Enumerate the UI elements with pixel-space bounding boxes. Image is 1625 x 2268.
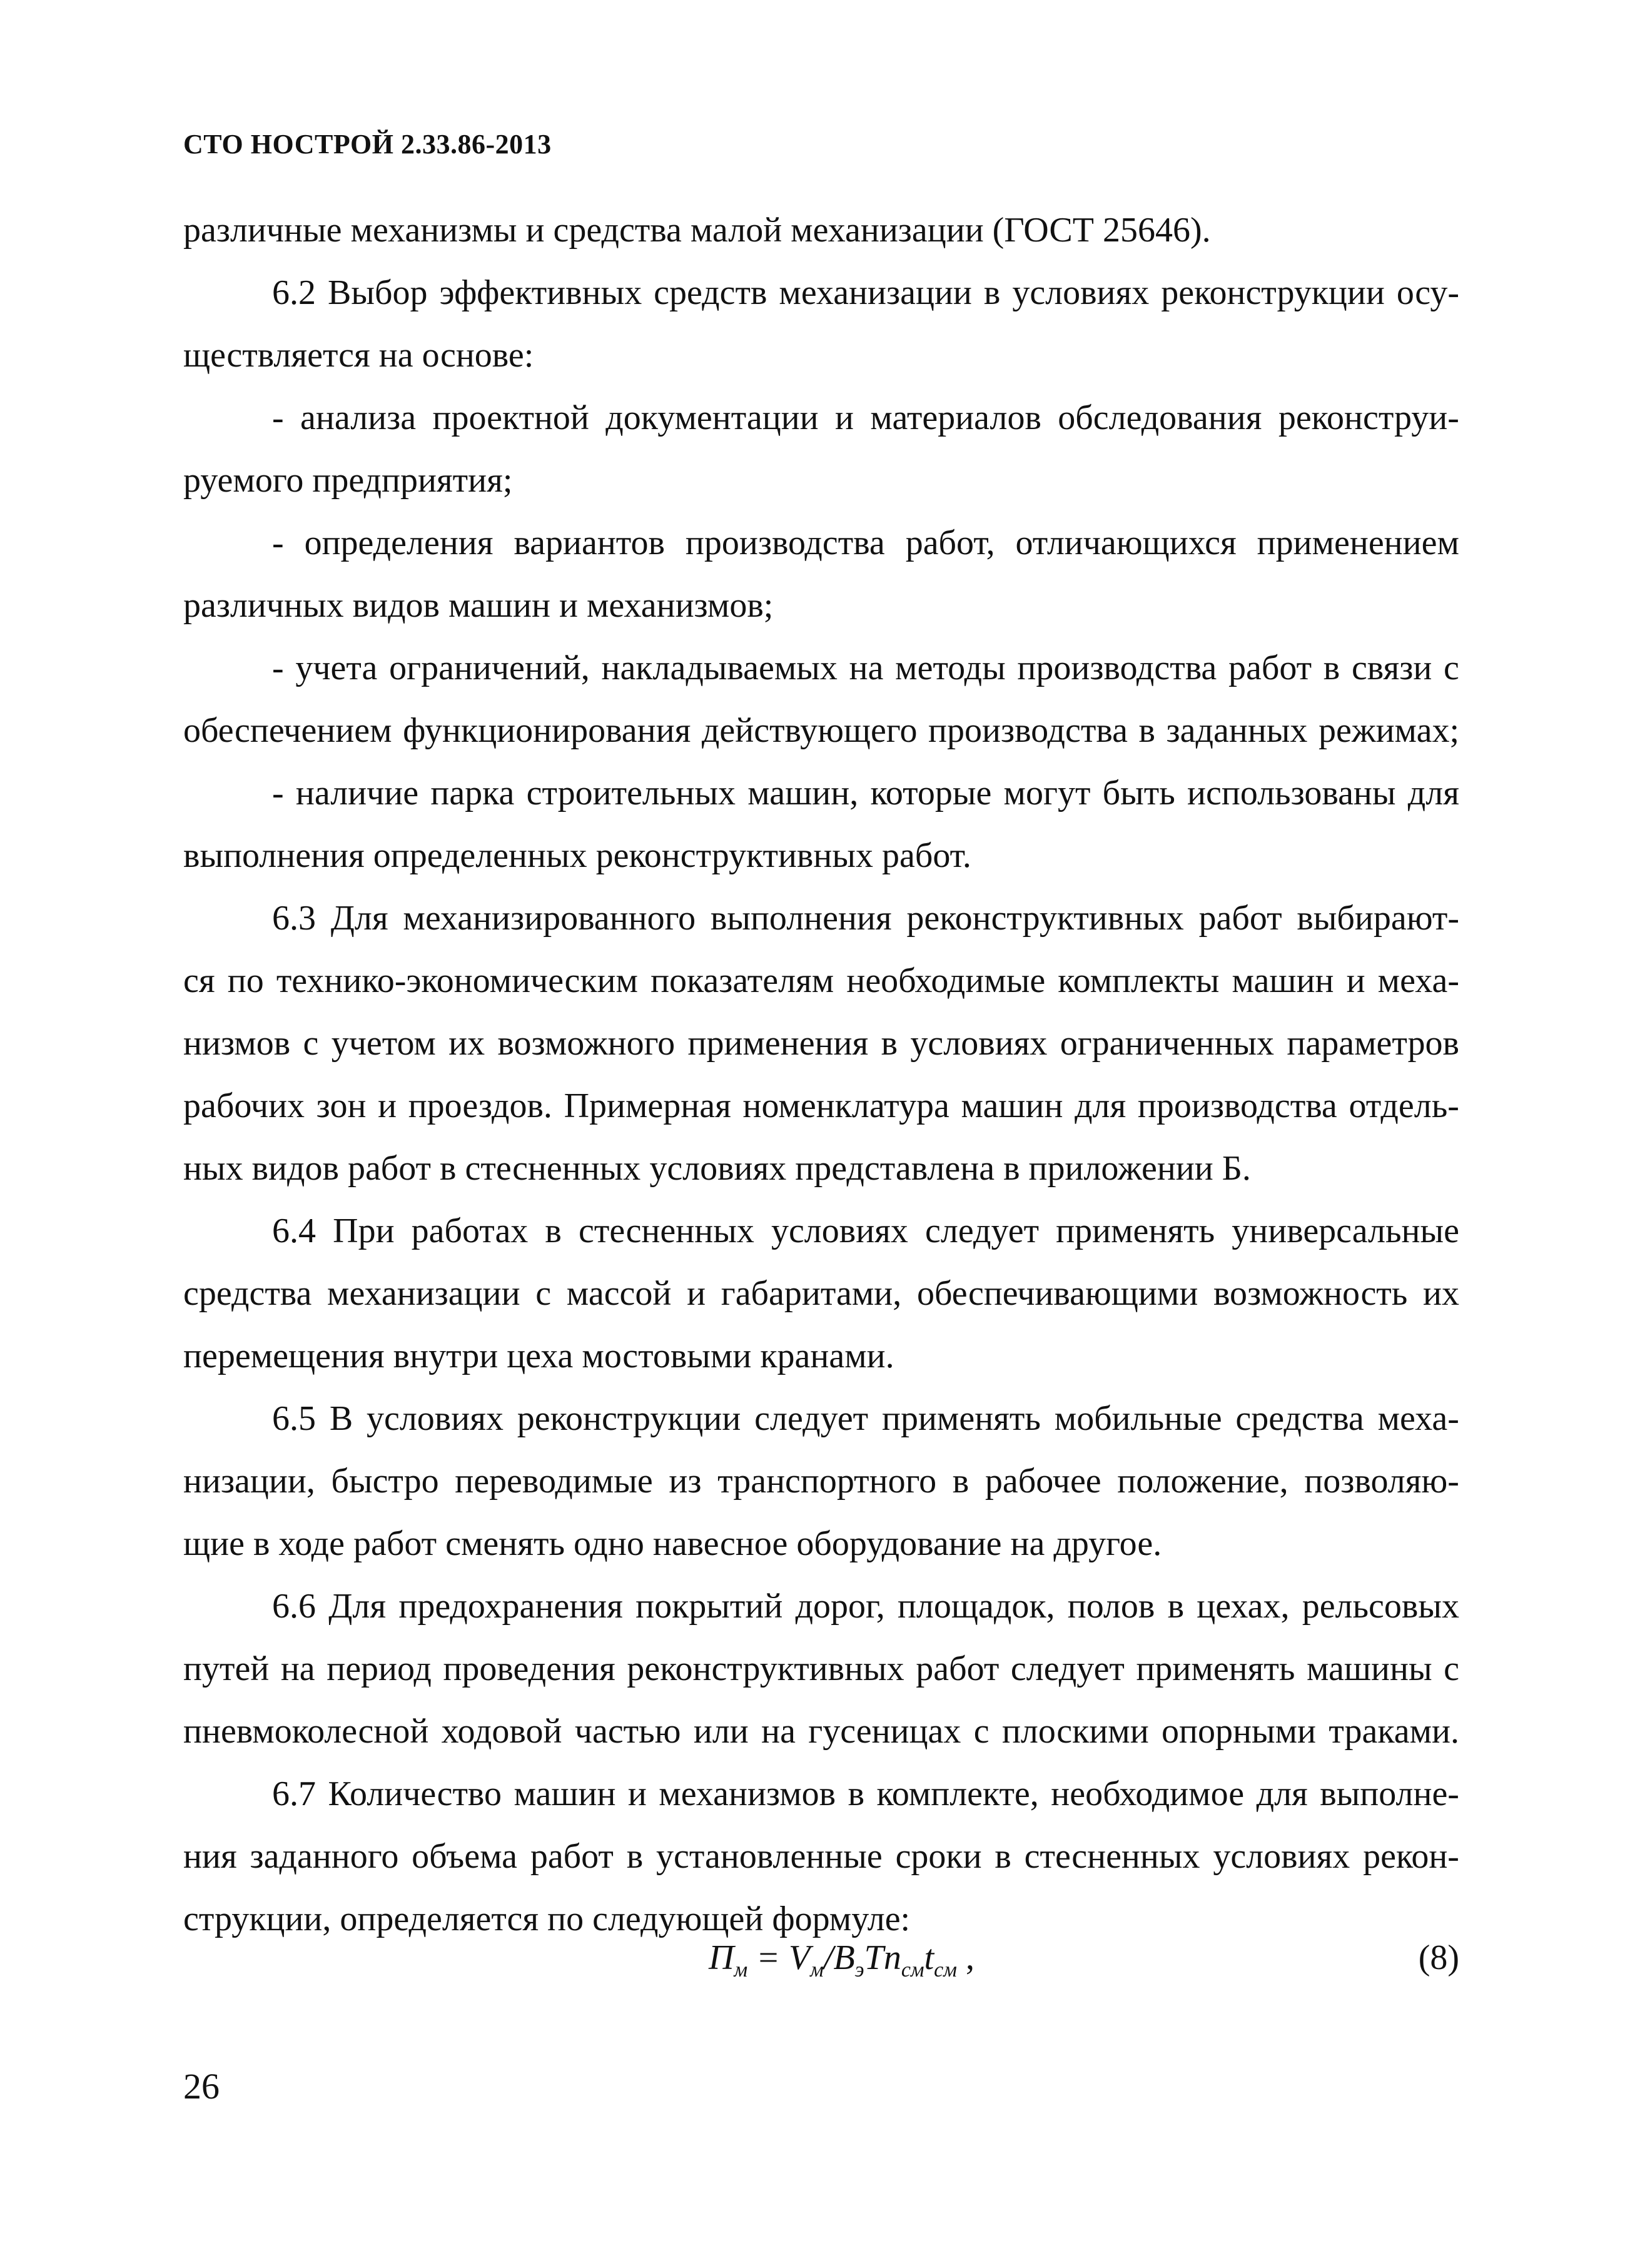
text-word: ния <box>183 1837 237 1876</box>
text-word: средств <box>654 273 767 312</box>
text-word: зон <box>316 1086 367 1125</box>
text-word: отличающихся <box>1015 524 1237 562</box>
formula-8 <box>183 1938 1459 2000</box>
text-word: Б. <box>1222 1149 1251 1188</box>
text-word: заданных <box>1166 711 1308 750</box>
text-word: с <box>973 1712 990 1751</box>
text-word: связи <box>1351 649 1432 687</box>
text-word: необходимое <box>1051 1774 1245 1813</box>
text-word: покрытий <box>635 1587 783 1626</box>
text-word: универсальные <box>1232 1212 1459 1250</box>
text-word: различные <box>183 211 342 250</box>
text-word: и <box>835 398 854 437</box>
text-word: низации, <box>183 1462 315 1501</box>
text-word: и <box>627 1774 647 1813</box>
text-word: определения <box>304 524 494 562</box>
text-line <box>183 324 1459 387</box>
text-word: на <box>849 649 884 687</box>
text-word: на <box>1010 1524 1045 1563</box>
text-word: внутри <box>393 1337 499 1375</box>
text-word: наличие <box>295 774 419 813</box>
text-word: выбирают- <box>1297 899 1459 938</box>
text-word: ходе <box>278 1524 345 1563</box>
text-word: эффективных <box>439 273 642 312</box>
text-word: в <box>1167 1587 1185 1626</box>
text-line <box>183 261 1459 324</box>
text-word: одно <box>574 1524 644 1563</box>
text-word: цеха <box>507 1337 574 1375</box>
text-word: производства <box>1137 1086 1337 1125</box>
text-line <box>183 1325 1459 1387</box>
text-line <box>183 449 1459 512</box>
text-word: приложении <box>1028 1149 1213 1188</box>
text-line <box>183 1387 1459 1450</box>
text-word: с <box>1444 1649 1459 1688</box>
text-word: переводимые <box>455 1462 653 1501</box>
text-word: функционирования <box>403 711 691 750</box>
text-word: применять <box>1056 1212 1215 1250</box>
text-word: 6.6 <box>272 1587 316 1626</box>
text-line <box>183 1700 1459 1763</box>
text-word: предприятия; <box>312 461 513 500</box>
text-word: условиях <box>910 1024 1048 1063</box>
text-word: возможность <box>1213 1274 1408 1313</box>
text-word: в <box>995 1837 1011 1876</box>
text-word: условиях <box>1213 1837 1350 1876</box>
text-word: выполнения <box>183 836 365 875</box>
text-word: параметров <box>1287 1024 1459 1063</box>
text-word: В <box>329 1399 353 1438</box>
text-word: показателям <box>651 961 834 1000</box>
text-word: учета <box>295 649 378 687</box>
text-word: для <box>1256 1774 1308 1813</box>
text-word: с <box>535 1274 552 1313</box>
text-word: и <box>525 211 545 250</box>
text-word: 6.5 <box>272 1399 316 1438</box>
text-word: обеспечением <box>183 711 392 750</box>
text-word: меха- <box>1377 1399 1459 1438</box>
text-word: реконструктивных <box>906 899 1184 938</box>
text-word: на <box>761 1712 796 1751</box>
text-word: период <box>327 1649 432 1688</box>
text-word: частью <box>574 1712 681 1751</box>
text-word: возможного <box>497 1024 676 1063</box>
text-word: сменять <box>445 1524 565 1563</box>
text-word: плоскими <box>1001 1712 1149 1751</box>
text-word: определяется <box>340 1900 539 1938</box>
text-line <box>183 887 1459 949</box>
text-word: условиях <box>366 1399 504 1438</box>
formula-expression: $П_м = V_м/B_эTn_{см}t_{см}$ , <box>709 1938 974 1982</box>
text-word: условиях <box>771 1212 908 1250</box>
text-word: мобильные <box>1054 1399 1222 1438</box>
text-word: документации <box>605 398 819 437</box>
text-word: дорог, <box>795 1587 885 1626</box>
text-word: применять <box>1136 1649 1295 1688</box>
text-word: режимах; <box>1319 711 1459 750</box>
text-line <box>183 1638 1459 1700</box>
text-word: формуле: <box>772 1900 911 1938</box>
text-word: учетом <box>331 1024 436 1063</box>
text-word: следующей <box>592 1900 764 1938</box>
text-word: оборудование <box>796 1524 1002 1563</box>
text-line <box>183 699 1459 762</box>
formula-number: (8) <box>1418 1938 1459 1977</box>
text-word: применением <box>1257 524 1459 562</box>
text-word: реконструктивных <box>595 836 873 875</box>
text-word: объема <box>412 1837 517 1876</box>
text-word: проектной <box>432 398 589 437</box>
text-word: накладываемых <box>601 649 838 687</box>
text-word: реконструи- <box>1278 398 1459 437</box>
document-header: СТО НОСТРОЙ 2.33.86-2013 <box>183 129 552 159</box>
text-word: машин <box>1232 961 1334 1000</box>
text-word: необходимые <box>846 961 1046 1000</box>
text-word: мостовыми <box>582 1337 752 1375</box>
text-word: рабочих <box>183 1086 305 1125</box>
text-word: которые <box>870 774 992 813</box>
text-word: ограничений, <box>389 649 590 687</box>
text-word: в <box>440 1149 457 1188</box>
text-word: методы <box>895 649 1006 687</box>
text-word: - <box>272 398 284 437</box>
text-word: в <box>1323 649 1340 687</box>
text-word: машин <box>514 1774 616 1813</box>
text-word: в <box>952 1462 969 1501</box>
text-word: производства <box>685 524 885 562</box>
text-word: машин <box>961 1086 1063 1125</box>
text-word: машин, <box>747 774 859 813</box>
body-text <box>183 199 1459 1950</box>
text-word: механизации <box>791 211 984 250</box>
text-line <box>183 637 1459 699</box>
text-word: по <box>547 1900 584 1938</box>
text-word: быстро <box>331 1462 439 1501</box>
text-word: - <box>272 524 284 562</box>
text-word: 6.7 <box>272 1774 316 1813</box>
text-line <box>183 387 1459 449</box>
text-word: из <box>669 1462 702 1501</box>
text-word: и <box>1346 961 1365 1000</box>
text-line <box>183 1200 1459 1262</box>
text-word: в <box>848 1774 865 1813</box>
text-word: номенклатура <box>742 1086 949 1125</box>
text-word: проездов. <box>408 1086 552 1125</box>
text-line <box>183 1137 1459 1200</box>
text-word: комплекты <box>1058 961 1220 1000</box>
text-word: ограниченных <box>1060 1024 1275 1063</box>
text-word: условиях <box>1012 273 1150 312</box>
text-word: сроки <box>895 1837 982 1876</box>
text-word: рельсовых <box>1302 1587 1459 1626</box>
text-word: работ <box>530 1837 614 1876</box>
text-word: транспортного <box>717 1462 937 1501</box>
text-word: 6.3 <box>272 899 316 938</box>
text-line <box>183 199 1459 261</box>
text-word: 6.2 <box>272 273 316 312</box>
text-word: цехах, <box>1197 1587 1290 1626</box>
text-word: следует <box>1010 1649 1125 1688</box>
text-word: полов <box>1067 1587 1155 1626</box>
text-word: Количество <box>328 1774 502 1813</box>
text-word: могут <box>1003 774 1091 813</box>
text-word: выполне- <box>1320 1774 1459 1813</box>
text-word: меха- <box>1377 961 1459 1000</box>
text-word: средства <box>183 1274 312 1313</box>
text-line <box>183 1763 1459 1825</box>
text-word: Для <box>328 1587 387 1626</box>
text-word: обследования <box>1058 398 1262 437</box>
text-word: стесненных <box>579 1212 754 1250</box>
text-word: осу- <box>1396 273 1459 312</box>
text-word: габаритами, <box>721 1274 902 1313</box>
text-word: работ. <box>881 836 971 875</box>
text-word: ных <box>183 1149 243 1188</box>
text-word: действующего <box>701 711 918 750</box>
text-line <box>183 949 1459 1012</box>
text-word: (ГОСТ <box>992 211 1094 250</box>
text-word: в <box>1003 1149 1020 1188</box>
text-word: их <box>448 1024 485 1063</box>
text-word: ходовой <box>441 1712 562 1751</box>
text-word: для <box>1407 774 1459 813</box>
text-word: и <box>559 586 578 625</box>
text-word: обеспечивающими <box>916 1274 1198 1313</box>
text-word: путей <box>183 1649 270 1688</box>
text-word: механизированного <box>403 899 696 938</box>
text-word: представлена <box>795 1149 995 1188</box>
text-word: реконструктивных <box>627 1649 904 1688</box>
text-line <box>183 1075 1459 1137</box>
text-word: навесное <box>652 1524 788 1563</box>
text-word: руемого <box>183 461 304 500</box>
text-word: машины <box>1306 1649 1432 1688</box>
text-word: определенных <box>373 836 587 875</box>
text-word: основе: <box>422 336 534 375</box>
text-word: низмов <box>183 1024 291 1063</box>
text-word: - <box>272 649 284 687</box>
text-word: щие <box>183 1524 245 1563</box>
text-word: строительных <box>526 774 736 813</box>
text-word: стесненных <box>1024 1837 1200 1876</box>
text-word: их <box>1423 1274 1459 1313</box>
text-word: опорными <box>1162 1712 1317 1751</box>
text-word: массой <box>566 1274 672 1313</box>
text-word: гусеницах <box>808 1712 961 1751</box>
text-word: перемещения <box>183 1337 385 1375</box>
text-word: механизации <box>327 1274 520 1313</box>
text-word: рабочее <box>985 1462 1101 1501</box>
text-word: в <box>545 1212 562 1250</box>
text-word: Для <box>330 899 388 938</box>
text-word: При <box>333 1212 395 1250</box>
text-line <box>183 1575 1459 1638</box>
text-word: ся <box>183 961 215 1000</box>
text-word: стесненных <box>465 1149 641 1188</box>
text-word: малой <box>690 211 782 250</box>
text-word: средства <box>1235 1399 1364 1438</box>
text-word: механизмы <box>350 211 517 250</box>
text-word: механизации <box>779 273 972 312</box>
text-word: и <box>687 1274 706 1313</box>
text-word: технико-экономическим <box>276 961 638 1000</box>
page-number: 26 <box>183 2066 220 2107</box>
text-word: 25646). <box>1102 211 1211 250</box>
text-word: работ, <box>905 524 995 562</box>
text-word: механизмов; <box>586 586 774 625</box>
text-word: производства <box>928 711 1128 750</box>
text-word: с <box>303 1024 319 1063</box>
text-word: следует <box>925 1212 1040 1250</box>
text-word: комплекте, <box>876 1774 1039 1813</box>
text-line <box>183 1012 1459 1075</box>
text-word: отдель- <box>1349 1086 1459 1125</box>
text-word: на <box>280 1649 315 1688</box>
text-word: работах <box>411 1212 529 1250</box>
text-word: и <box>378 1086 397 1125</box>
text-word: в <box>1138 711 1155 750</box>
text-word: в <box>253 1524 270 1563</box>
text-line <box>183 512 1459 574</box>
text-word: кранами. <box>760 1337 894 1375</box>
text-word: различных <box>183 586 344 625</box>
text-word: работ <box>353 1524 437 1563</box>
text-word: пневмоколесной <box>183 1712 429 1751</box>
text-word: видов <box>352 586 440 625</box>
text-word: работ <box>347 1149 432 1188</box>
text-word: ществляется <box>183 336 370 375</box>
text-word: работ <box>1198 899 1282 938</box>
text-word: применения <box>687 1024 869 1063</box>
text-word: другое. <box>1053 1524 1162 1563</box>
text-word: позволяю- <box>1304 1462 1459 1501</box>
text-word: анализа <box>300 398 417 437</box>
text-word: струкции, <box>183 1900 332 1938</box>
text-word: следует <box>754 1399 869 1438</box>
text-word: работ <box>1228 649 1312 687</box>
text-word: для <box>1075 1086 1126 1125</box>
text-word: применять <box>881 1399 1041 1438</box>
text-word: 6.4 <box>272 1212 316 1250</box>
text-word: траками. <box>1329 1712 1459 1751</box>
text-word: реконструкции <box>1161 273 1385 312</box>
text-line <box>183 762 1459 824</box>
text-word: вариантов <box>514 524 665 562</box>
text-word: площадок, <box>897 1587 1055 1626</box>
text-word: по <box>227 961 264 1000</box>
text-word: Выбор <box>327 273 428 312</box>
text-word: быть <box>1102 774 1175 813</box>
text-word: заданного <box>250 1837 399 1876</box>
text-word: с <box>1444 649 1459 687</box>
text-word: реконструкции <box>517 1399 741 1438</box>
text-line <box>183 1512 1459 1575</box>
text-line <box>183 574 1459 637</box>
text-word: работ <box>916 1649 1000 1688</box>
text-word: использованы <box>1187 774 1396 813</box>
text-word: положение, <box>1117 1462 1288 1501</box>
text-word: или <box>693 1712 749 1751</box>
text-word: проведения <box>443 1649 615 1688</box>
text-line <box>183 1450 1459 1512</box>
text-word: производства <box>1017 649 1217 687</box>
text-word: установленные <box>656 1837 883 1876</box>
text-word: в <box>983 273 1001 312</box>
text-word: видов <box>251 1149 339 1188</box>
text-line <box>183 1825 1459 1888</box>
text-word: - <box>272 774 284 813</box>
text-line <box>183 1262 1459 1325</box>
text-word: условиях <box>649 1149 787 1188</box>
text-word: предохранения <box>398 1587 623 1626</box>
text-word: Примерная <box>564 1086 731 1125</box>
text-word: парка <box>430 774 515 813</box>
text-word: машин <box>448 586 550 625</box>
text-word: на <box>378 336 413 375</box>
text-word: в <box>881 1024 898 1063</box>
text-word: средства <box>553 211 682 250</box>
text-word: материалов <box>870 398 1041 437</box>
text-line <box>183 824 1459 887</box>
text-word: в <box>626 1837 644 1876</box>
text-word: рекон- <box>1363 1837 1459 1876</box>
text-word: механизмов <box>659 1774 836 1813</box>
text-word: выполнения <box>710 899 892 938</box>
